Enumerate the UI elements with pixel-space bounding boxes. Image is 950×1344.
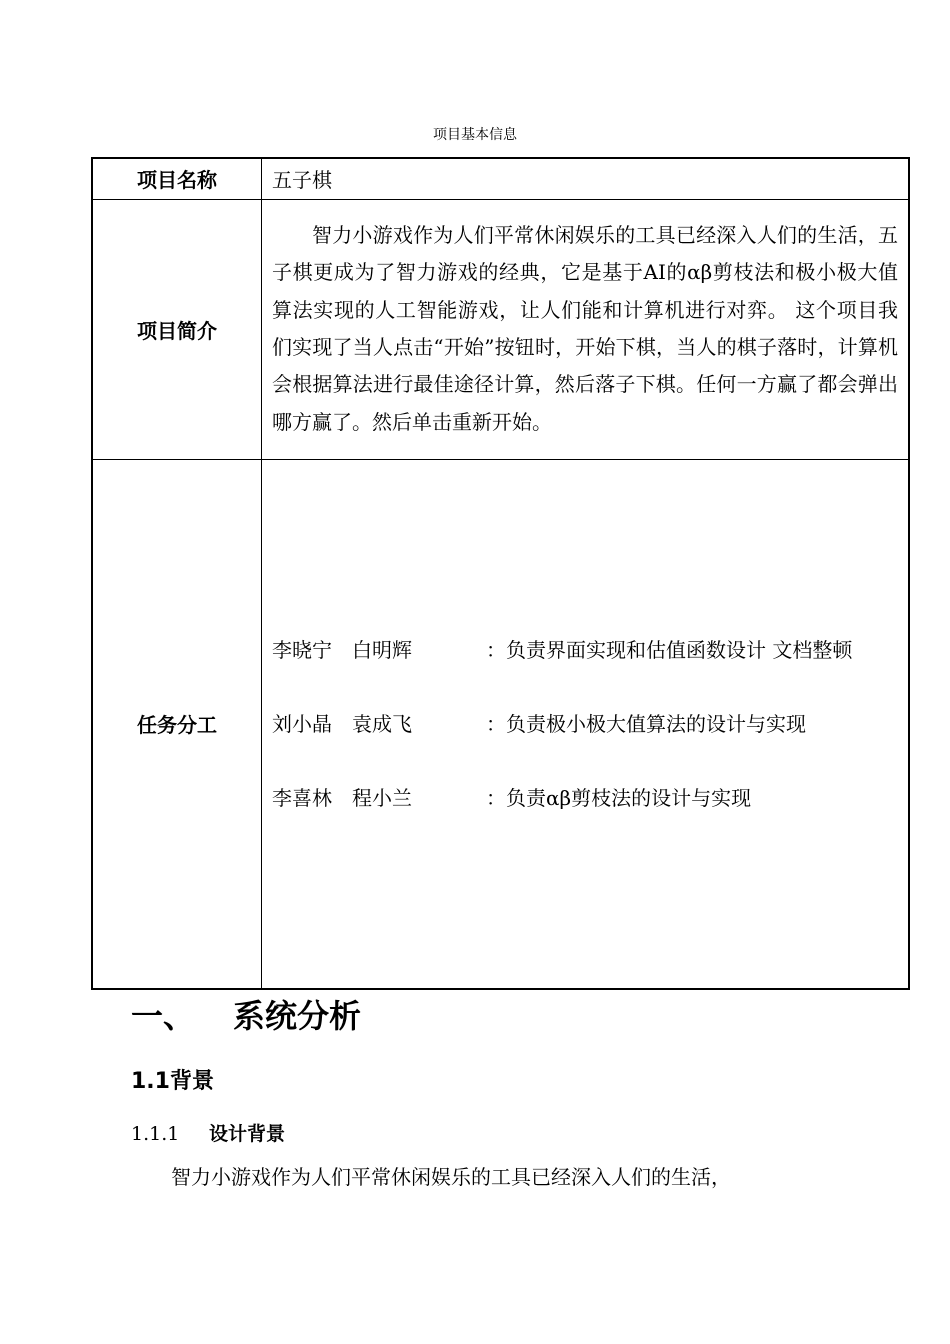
- subsubsection-number: 1.1.1: [131, 1123, 180, 1145]
- task-list: [272, 630, 898, 817]
- subsubsection-heading: [131, 1121, 285, 1147]
- task-duty: ：负责界面实现和估值函数设计 文档整顿: [486, 638, 853, 663]
- task-item: [272, 706, 898, 780]
- section-number: 一、: [131, 997, 196, 1035]
- task-item: [272, 632, 898, 706]
- table-row: [92, 459, 909, 989]
- project-intro-text: 智力小游戏作为人们平常休闲娱乐的工具已经深入人们的生活，五子棋更成为了智力游戏的经典，它是基于AI的αβ剪枝法和极小极大值算法实现的人工智能游戏，让人们能和计算机进行对弈。 这个项目我们实现了当人点击“开始”按钮时，开始下棋，当人的棋子落时，计算机会根据算法进行最佳途径计算，然后落子下棋。任何一方赢了都会弹出哪方赢了。然后单击重新开始。: [272, 223, 898, 434]
- task-members: 刘小晶 袁成飞: [272, 712, 412, 737]
- task-division-label: 任务分工: [92, 459, 262, 989]
- body-paragraph: 智力小游戏作为人们平常休闲娱乐的工具已经深入人们的生活，: [171, 1165, 731, 1189]
- section-title: 系统分析: [233, 997, 362, 1035]
- task-duty: ：负责αβ剪枝法的设计与实现: [486, 786, 752, 811]
- table-row: [92, 158, 909, 199]
- project-name-label: 项目名称: [92, 158, 262, 199]
- task-duty: ：负责极小极大值算法的设计与实现: [486, 712, 806, 737]
- project-intro-cell: [262, 199, 910, 459]
- project-intro-label: 项目简介: [92, 199, 262, 459]
- subsubsection-title: 设计背景: [209, 1123, 286, 1145]
- project-info-table: [91, 157, 910, 990]
- table-caption: 项目基本信息: [433, 127, 517, 143]
- task-division-cell: [262, 459, 910, 989]
- table-row: [92, 199, 909, 459]
- task-members: 李喜林 程小兰: [272, 786, 412, 811]
- subsection-heading: 1.1背景: [131, 1069, 214, 1094]
- project-name-value: 五子棋: [262, 158, 910, 199]
- task-members: 李晓宁 白明辉: [272, 638, 412, 663]
- section-heading: [131, 994, 361, 1038]
- task-item: [272, 780, 898, 817]
